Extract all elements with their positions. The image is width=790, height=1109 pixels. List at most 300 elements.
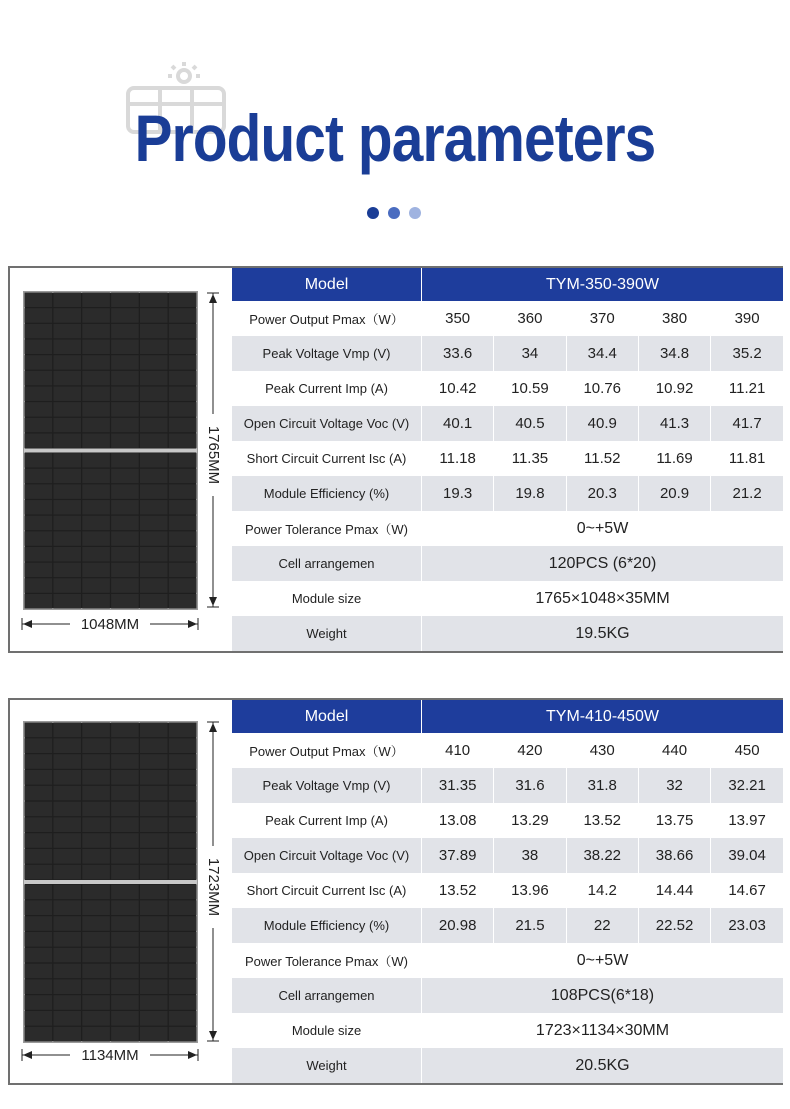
solar-cell: [111, 802, 139, 817]
solar-cell: [140, 770, 168, 785]
table-row: [232, 873, 784, 908]
panel-height-label: 1765MM: [205, 425, 223, 485]
panel-height-label: 1723MM: [205, 857, 223, 917]
table-row: [232, 476, 784, 511]
cell: 1723×1134×30MM: [422, 1013, 784, 1048]
solar-cell: [53, 387, 81, 401]
solar-cell: [169, 453, 197, 467]
solar-cell: [25, 484, 53, 498]
solar-cell: [25, 453, 53, 467]
solar-cell: [111, 293, 139, 307]
solar-cell: [53, 308, 81, 322]
cell: 13.97: [711, 803, 783, 838]
solar-cell: [111, 516, 139, 530]
solar-cell: [82, 531, 110, 545]
cell: 0~+5W: [422, 511, 784, 546]
cell: 20.3: [566, 476, 638, 511]
solar-cell: [25, 433, 53, 447]
solar-cell: [82, 371, 110, 385]
solar-cell: [53, 418, 81, 432]
cell: 40.1: [422, 406, 494, 441]
solar-cell: [111, 371, 139, 385]
solar-cell: [25, 770, 53, 785]
solar-cell: [82, 563, 110, 577]
solar-cell: [111, 500, 139, 514]
solar-cell: [25, 723, 53, 738]
solar-cell: [169, 979, 197, 994]
solar-cell: [82, 802, 110, 817]
cell: 370: [566, 301, 638, 336]
solar-cell: [53, 948, 81, 963]
row-label: Module size: [232, 1013, 422, 1048]
solar-cell: [111, 979, 139, 994]
cell: 13.96: [494, 873, 566, 908]
cell: 41.3: [638, 406, 710, 441]
solar-cell: [53, 547, 81, 561]
solar-cell: [82, 995, 110, 1010]
solar-cell: [25, 500, 53, 514]
model-name: TYM-410-450W: [422, 700, 784, 733]
row-label: Peak Voltage Vmp (V): [232, 336, 422, 371]
solar-cell: [140, 433, 168, 447]
solar-cell: [111, 885, 139, 900]
solar-cell: [53, 995, 81, 1010]
solar-cell: [82, 817, 110, 832]
arrow-left-icon: [23, 620, 32, 628]
cell: 20.5KG: [422, 1048, 784, 1083]
solar-cell: [111, 865, 139, 880]
row-label: Peak Current Imp (A): [232, 371, 422, 406]
solar-cell: [53, 817, 81, 832]
solar-cell: [82, 484, 110, 498]
cell: 31.8: [566, 768, 638, 803]
cell: 11.81: [711, 441, 783, 476]
cell: 13.29: [494, 803, 566, 838]
solar-cell: [111, 916, 139, 931]
cell: 33.6: [422, 336, 494, 371]
table-row: [232, 978, 784, 1013]
solar-cell: [140, 500, 168, 514]
solar-cell: [53, 433, 81, 447]
solar-cell: [25, 516, 53, 530]
row-label: Cell arrangemen: [232, 546, 422, 581]
solar-cell: [140, 516, 168, 530]
solar-cell: [25, 979, 53, 994]
cell: 13.52: [422, 873, 494, 908]
table-row: [232, 616, 784, 651]
table-row: [232, 803, 784, 838]
cell: 20.9: [638, 476, 710, 511]
table-row: [232, 301, 784, 336]
solar-cell: [140, 355, 168, 369]
solar-cell: [53, 293, 81, 307]
solar-cell: [53, 979, 81, 994]
solar-cell: [111, 308, 139, 322]
solar-cell: [53, 738, 81, 753]
solar-cell: [82, 387, 110, 401]
solar-cell: [169, 563, 197, 577]
row-label: Module size: [232, 581, 422, 616]
cell: 40.9: [566, 406, 638, 441]
cell: 35.2: [711, 336, 783, 371]
solar-cell: [140, 547, 168, 561]
solar-cell: [25, 849, 53, 864]
cell: 1765×1048×35MM: [422, 581, 784, 616]
cell: 31.6: [494, 768, 566, 803]
cell: 37.89: [422, 838, 494, 873]
cell: 21.2: [711, 476, 783, 511]
solar-cell: [82, 865, 110, 880]
row-label: Short Circuit Current Isc (A): [232, 441, 422, 476]
solar-cell: [111, 531, 139, 545]
solar-cell: [111, 418, 139, 432]
solar-cell: [140, 817, 168, 832]
solar-cell: [53, 469, 81, 483]
solar-cell: [82, 754, 110, 769]
solar-cell: [169, 340, 197, 354]
solar-cell: [169, 1011, 197, 1026]
solar-cell: [53, 1011, 81, 1026]
table-row: [232, 1013, 784, 1048]
solar-cell: [25, 324, 53, 338]
solar-cell: [111, 738, 139, 753]
solar-cell: [53, 723, 81, 738]
solar-cell: [169, 531, 197, 545]
table-row: [232, 1048, 784, 1083]
solar-cell: [111, 433, 139, 447]
table-row: [232, 581, 784, 616]
solar-cell: [82, 547, 110, 561]
solar-cell: [140, 418, 168, 432]
solar-cell: [140, 1011, 168, 1026]
cell: 40.5: [494, 406, 566, 441]
solar-cell: [25, 786, 53, 801]
cell: 108PCS(6*18): [422, 978, 784, 1013]
solar-cell: [53, 340, 81, 354]
page-title: Product parameters: [134, 101, 656, 175]
spec-table: [231, 268, 783, 651]
solar-cell: [53, 516, 81, 530]
arrow-right-icon: [188, 1051, 197, 1059]
cell: 11.18: [422, 441, 494, 476]
solar-cell: [169, 754, 197, 769]
cell: 410: [422, 733, 494, 768]
solar-cell: [169, 387, 197, 401]
solar-cell: [25, 387, 53, 401]
table-header-row: [232, 268, 784, 301]
solar-cell: [25, 948, 53, 963]
solar-cell: [82, 885, 110, 900]
solar-cell: [82, 738, 110, 753]
solar-cell: [25, 885, 53, 900]
solar-cell: [111, 387, 139, 401]
solar-cell: [25, 531, 53, 545]
solar-cell: [140, 531, 168, 545]
model-header: Model: [232, 700, 422, 733]
cell: 11.35: [494, 441, 566, 476]
row-label: Peak Voltage Vmp (V): [232, 768, 422, 803]
cell: 32.21: [711, 768, 783, 803]
solar-cell: [53, 885, 81, 900]
solar-cell: [111, 770, 139, 785]
solar-cell: [82, 308, 110, 322]
spec-table: [231, 700, 783, 1083]
table-row: [232, 441, 784, 476]
solar-cell: [53, 916, 81, 931]
cell: 13.52: [566, 803, 638, 838]
solar-cell: [25, 995, 53, 1010]
solar-cell: [169, 516, 197, 530]
solar-cell: [169, 547, 197, 561]
solar-cell: [140, 738, 168, 753]
cell: 34: [494, 336, 566, 371]
table-row: [232, 371, 784, 406]
cell: 19.8: [494, 476, 566, 511]
solar-cell: [111, 786, 139, 801]
solar-cell: [82, 469, 110, 483]
model-name: TYM-350-390W: [422, 268, 784, 301]
solar-cell: [25, 578, 53, 592]
solar-cell: [82, 932, 110, 947]
solar-cell: [53, 563, 81, 577]
panel-diagram-svg: [10, 268, 231, 651]
solar-cell: [53, 786, 81, 801]
cell: 14.44: [638, 873, 710, 908]
panel-width-label: 1048MM: [80, 615, 140, 633]
cell: 10.42: [422, 371, 494, 406]
solar-cell: [140, 453, 168, 467]
solar-cell: [111, 849, 139, 864]
solar-cell: [169, 738, 197, 753]
solar-cell: [53, 355, 81, 369]
cell: 13.08: [422, 803, 494, 838]
arrow-down-icon: [209, 597, 217, 606]
solar-cell: [169, 578, 197, 592]
solar-cell: [53, 402, 81, 416]
solar-cell: [140, 340, 168, 354]
solar-cell: [111, 900, 139, 915]
solar-cell: [140, 469, 168, 483]
row-label: Module Efficiency (%): [232, 908, 422, 943]
solar-cell: [169, 402, 197, 416]
solar-cell: [140, 900, 168, 915]
solar-cell: [140, 484, 168, 498]
solar-cell: [25, 355, 53, 369]
solar-cell: [25, 1011, 53, 1026]
cell: 14.2: [566, 873, 638, 908]
solar-cell: [82, 833, 110, 848]
solar-cell: [82, 723, 110, 738]
solar-cell: [82, 979, 110, 994]
solar-cell: [169, 355, 197, 369]
solar-cell: [82, 418, 110, 432]
cell: 34.4: [566, 336, 638, 371]
solar-cell: [140, 594, 168, 608]
solar-cell: [111, 547, 139, 561]
row-label: Power Output Pmax（W）: [232, 301, 422, 336]
cell: 10.76: [566, 371, 638, 406]
table-row: [232, 943, 784, 978]
arrow-up-icon: [209, 723, 217, 732]
solar-cell: [169, 885, 197, 900]
solar-cell: [25, 738, 53, 753]
cell: 430: [566, 733, 638, 768]
solar-cell: [25, 802, 53, 817]
solar-cell: [140, 995, 168, 1010]
solar-cell: [25, 900, 53, 915]
cell: 10.92: [638, 371, 710, 406]
panel-diagram: [10, 700, 231, 1083]
row-label: Power Tolerance Pmax（W): [232, 943, 422, 978]
solar-cell: [169, 1027, 197, 1042]
solar-cell: [169, 916, 197, 931]
cell: 440: [638, 733, 710, 768]
solar-cell: [169, 932, 197, 947]
spec-section-1: [8, 266, 783, 653]
dot-1: [367, 207, 379, 219]
arrow-left-icon: [23, 1051, 32, 1059]
solar-cell: [169, 849, 197, 864]
cell: 38.66: [638, 838, 710, 873]
solar-cell: [25, 563, 53, 577]
solar-cell: [111, 964, 139, 979]
solar-cell: [140, 754, 168, 769]
solar-cell: [25, 340, 53, 354]
row-label: Weight: [232, 616, 422, 651]
solar-cell: [53, 849, 81, 864]
solar-cell: [169, 308, 197, 322]
row-label: Open Circuit Voltage Voc (V): [232, 406, 422, 441]
row-label: Short Circuit Current Isc (A): [232, 873, 422, 908]
solar-cell: [53, 578, 81, 592]
solar-cell: [140, 723, 168, 738]
solar-cell: [82, 964, 110, 979]
solar-cell: [82, 402, 110, 416]
solar-cell: [111, 355, 139, 369]
table-row: [232, 908, 784, 943]
solar-cell: [111, 402, 139, 416]
row-label: Peak Current Imp (A): [232, 803, 422, 838]
cell: 390: [711, 301, 783, 336]
solar-cell: [53, 484, 81, 498]
solar-cell: [169, 833, 197, 848]
solar-cell: [140, 979, 168, 994]
solar-cell: [25, 833, 53, 848]
cell: 21.5: [494, 908, 566, 943]
table-row: [232, 511, 784, 546]
solar-cell: [169, 500, 197, 514]
solar-cell: [169, 900, 197, 915]
cell: 350: [422, 301, 494, 336]
solar-cell: [140, 308, 168, 322]
solar-cell: [82, 916, 110, 931]
solar-cell: [53, 754, 81, 769]
cell: 11.21: [711, 371, 783, 406]
panel-diagram-svg: [10, 700, 231, 1083]
spec-section-2: [8, 698, 783, 1085]
table-row: [232, 336, 784, 371]
solar-cell: [140, 324, 168, 338]
table-header-row: [232, 700, 784, 733]
solar-cell: [82, 786, 110, 801]
solar-cell: [82, 578, 110, 592]
cell: 32: [638, 768, 710, 803]
solar-cell: [25, 817, 53, 832]
solar-cell: [111, 594, 139, 608]
solar-cell: [25, 418, 53, 432]
solar-cell: [140, 865, 168, 880]
cell: 41.7: [711, 406, 783, 441]
solar-cell: [82, 340, 110, 354]
solar-cell: [82, 433, 110, 447]
cell: 420: [494, 733, 566, 768]
solar-cell: [82, 293, 110, 307]
solar-cell: [140, 371, 168, 385]
table-row: [232, 768, 784, 803]
solar-cell: [169, 865, 197, 880]
dot-2: [388, 207, 400, 219]
solar-cell: [53, 594, 81, 608]
solar-cell: [169, 995, 197, 1010]
solar-cell: [169, 802, 197, 817]
solar-cell: [169, 964, 197, 979]
solar-cell: [169, 433, 197, 447]
cell: 11.69: [638, 441, 710, 476]
solar-cell: [169, 594, 197, 608]
solar-cell: [53, 770, 81, 785]
solar-cell: [169, 817, 197, 832]
solar-cell: [111, 1027, 139, 1042]
solar-cell: [25, 964, 53, 979]
solar-cell: [82, 594, 110, 608]
cell: 450: [711, 733, 783, 768]
solar-cell: [111, 578, 139, 592]
table-row: [232, 546, 784, 581]
solar-cell: [82, 849, 110, 864]
cell: 22: [566, 908, 638, 943]
solar-cell: [140, 786, 168, 801]
solar-cell: [169, 324, 197, 338]
cell: 23.03: [711, 908, 783, 943]
panel-diagram: [10, 268, 231, 651]
solar-cell: [25, 547, 53, 561]
solar-cell: [53, 371, 81, 385]
solar-cell: [140, 293, 168, 307]
solar-cell: [53, 500, 81, 514]
cell: 39.04: [711, 838, 783, 873]
cell: 11.52: [566, 441, 638, 476]
solar-cell: [140, 916, 168, 931]
solar-cell: [140, 402, 168, 416]
solar-cell: [140, 802, 168, 817]
solar-cell: [82, 1011, 110, 1026]
solar-cell: [111, 340, 139, 354]
arrow-right-icon: [188, 620, 197, 628]
solar-cell: [140, 578, 168, 592]
solar-cell: [82, 948, 110, 963]
solar-cell: [169, 484, 197, 498]
solar-cell: [111, 453, 139, 467]
cell: 22.52: [638, 908, 710, 943]
solar-cell: [25, 308, 53, 322]
solar-cell: [25, 1027, 53, 1042]
cell: 120PCS (6*20): [422, 546, 784, 581]
solar-cell: [111, 833, 139, 848]
solar-cell: [25, 371, 53, 385]
solar-cell: [169, 723, 197, 738]
solar-cell: [82, 500, 110, 514]
solar-cell: [25, 402, 53, 416]
